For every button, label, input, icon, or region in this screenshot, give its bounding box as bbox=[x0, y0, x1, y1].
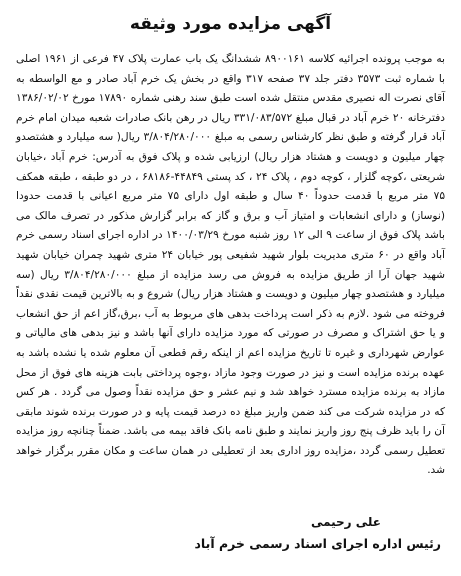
signer-name: علی رحیمی bbox=[310, 515, 381, 529]
notice-title: آگهی مزایده مورد وثیقه bbox=[129, 14, 332, 34]
signer-title: رئیس اداره اجرای اسناد رسمی خرم آباد bbox=[194, 536, 441, 551]
notice-body: به موجب پرونده اجرائیه کلاسه ۸۹۰۰۱۶۱ ششدانگ یک باب عمارت پلاک ۴۷ فرعی از ۱۹۶۱ اصلی با شماره ثبت ۳۵۷۳ دفتر جلد ۳۷ صفحه ۳۱۷ واقع در بخش یک خرم آباد صادر و مع الواسطه به آقای نصرت اله نصیری مقدس منتقل شده است طبق سند رهنی شماره ۱۷۸۹۰ مورخ ۱۳۸۶/۰۲/۰۲ دفترخانه ۲۰ خرم آباد در قبال مبلغ ۳۳۱/۰۸۳/۵۷۲ ریال در رهن بانک صادرات شعبه میدان امام خرم آباد قرار گرفته و طبق نظر کارشناس رسمی به مبلغ ۳/۸۰۴/۲۸۰/۰۰۰ ریال( سه میلیارد و هشتصدو چهار میلیون و دویست و هشتاد هزار ریال) ارزیابی شده و پلاک فوق به آدرس: خرم آباد ،خیابان شریعتی ،کوچه گلزار ، کوچه دوم ، پلاک ۲۴ ، کد پستی ۴۴۸۴۹-۶۸۱۸۶ ، در دو طبقه ، طبقه همکف ۷۵ متر مربع با قدمت حدوداً ۴۰ سال و طبقه اول دارای ۷۵ متر مربع اعیانی با قدمت حدودا (نوساز) و دارای انشعابات و امتیاز آب و برق و گاز که برابر گزارش مذکور در تصرف مالک می باشد پلاک فوق از ساعت ۹ الی ۱۲ روز شنبه مورخ ۱۴۰۰/۰۳/۲۹ در اداره اجرای اسناد رسمی خرم آباد واقع در ۶۰ متری مدیریت بلوار شهید شفیعی پور خیابان ۲۴ متری شهید چمران خیابان شهید شهید جهان آرا از طریق مزایده به فروش می رسد مزایده از مبلغ ۳/۸۰۴/۲۸۰/۰۰۰ ریال (سه میلیارد و هشتصدو چهار میلیون و دویست و هشتاد هزار ریال) شروع و به بالاترین قیمت نقدی نقداً فروخته می شود .لازم به ذکر است پرداخت بدهی های مربوط به آب ،برق،گاز اعم از حق انشعاب و یا حق اشتراک و مصرف در صورتی که مورد مزایده دارای آنها باشد و نیز بدهی های مالیاتی و عوارض شهرداری و غیره تا تاریخ مزایده اعم از اینکه رقم قطعی آن معلوم شده یا نشده باشد به عهده برنده مزایده است و نیز در صورت وجود مازاد ،وجوه پرداختی بابت هزینه های فوق از محل مازاد به برنده مزایده مسترد خواهد شد و نیم عشر و حق مزایده نقداً وصول می گردد . هر کس که در مزایده شرکت می کند ضمن واریز مبلغ ده درصد قیمت پایه و در صورت برنده شوند مابقی آن را باید ظرف پنج روز واریز نمایند و طبق نامه بانک فاقد بیمه می باشد. ضمناً چنانچه روز مزایده تعطیل رسمی گردد ،مزایده روز اداری بعد از تعطیلی در همان ساعت و مکان مقرر برگزار خواهد شد. bbox=[16, 53, 446, 477]
signature-block bbox=[195, 512, 441, 556]
